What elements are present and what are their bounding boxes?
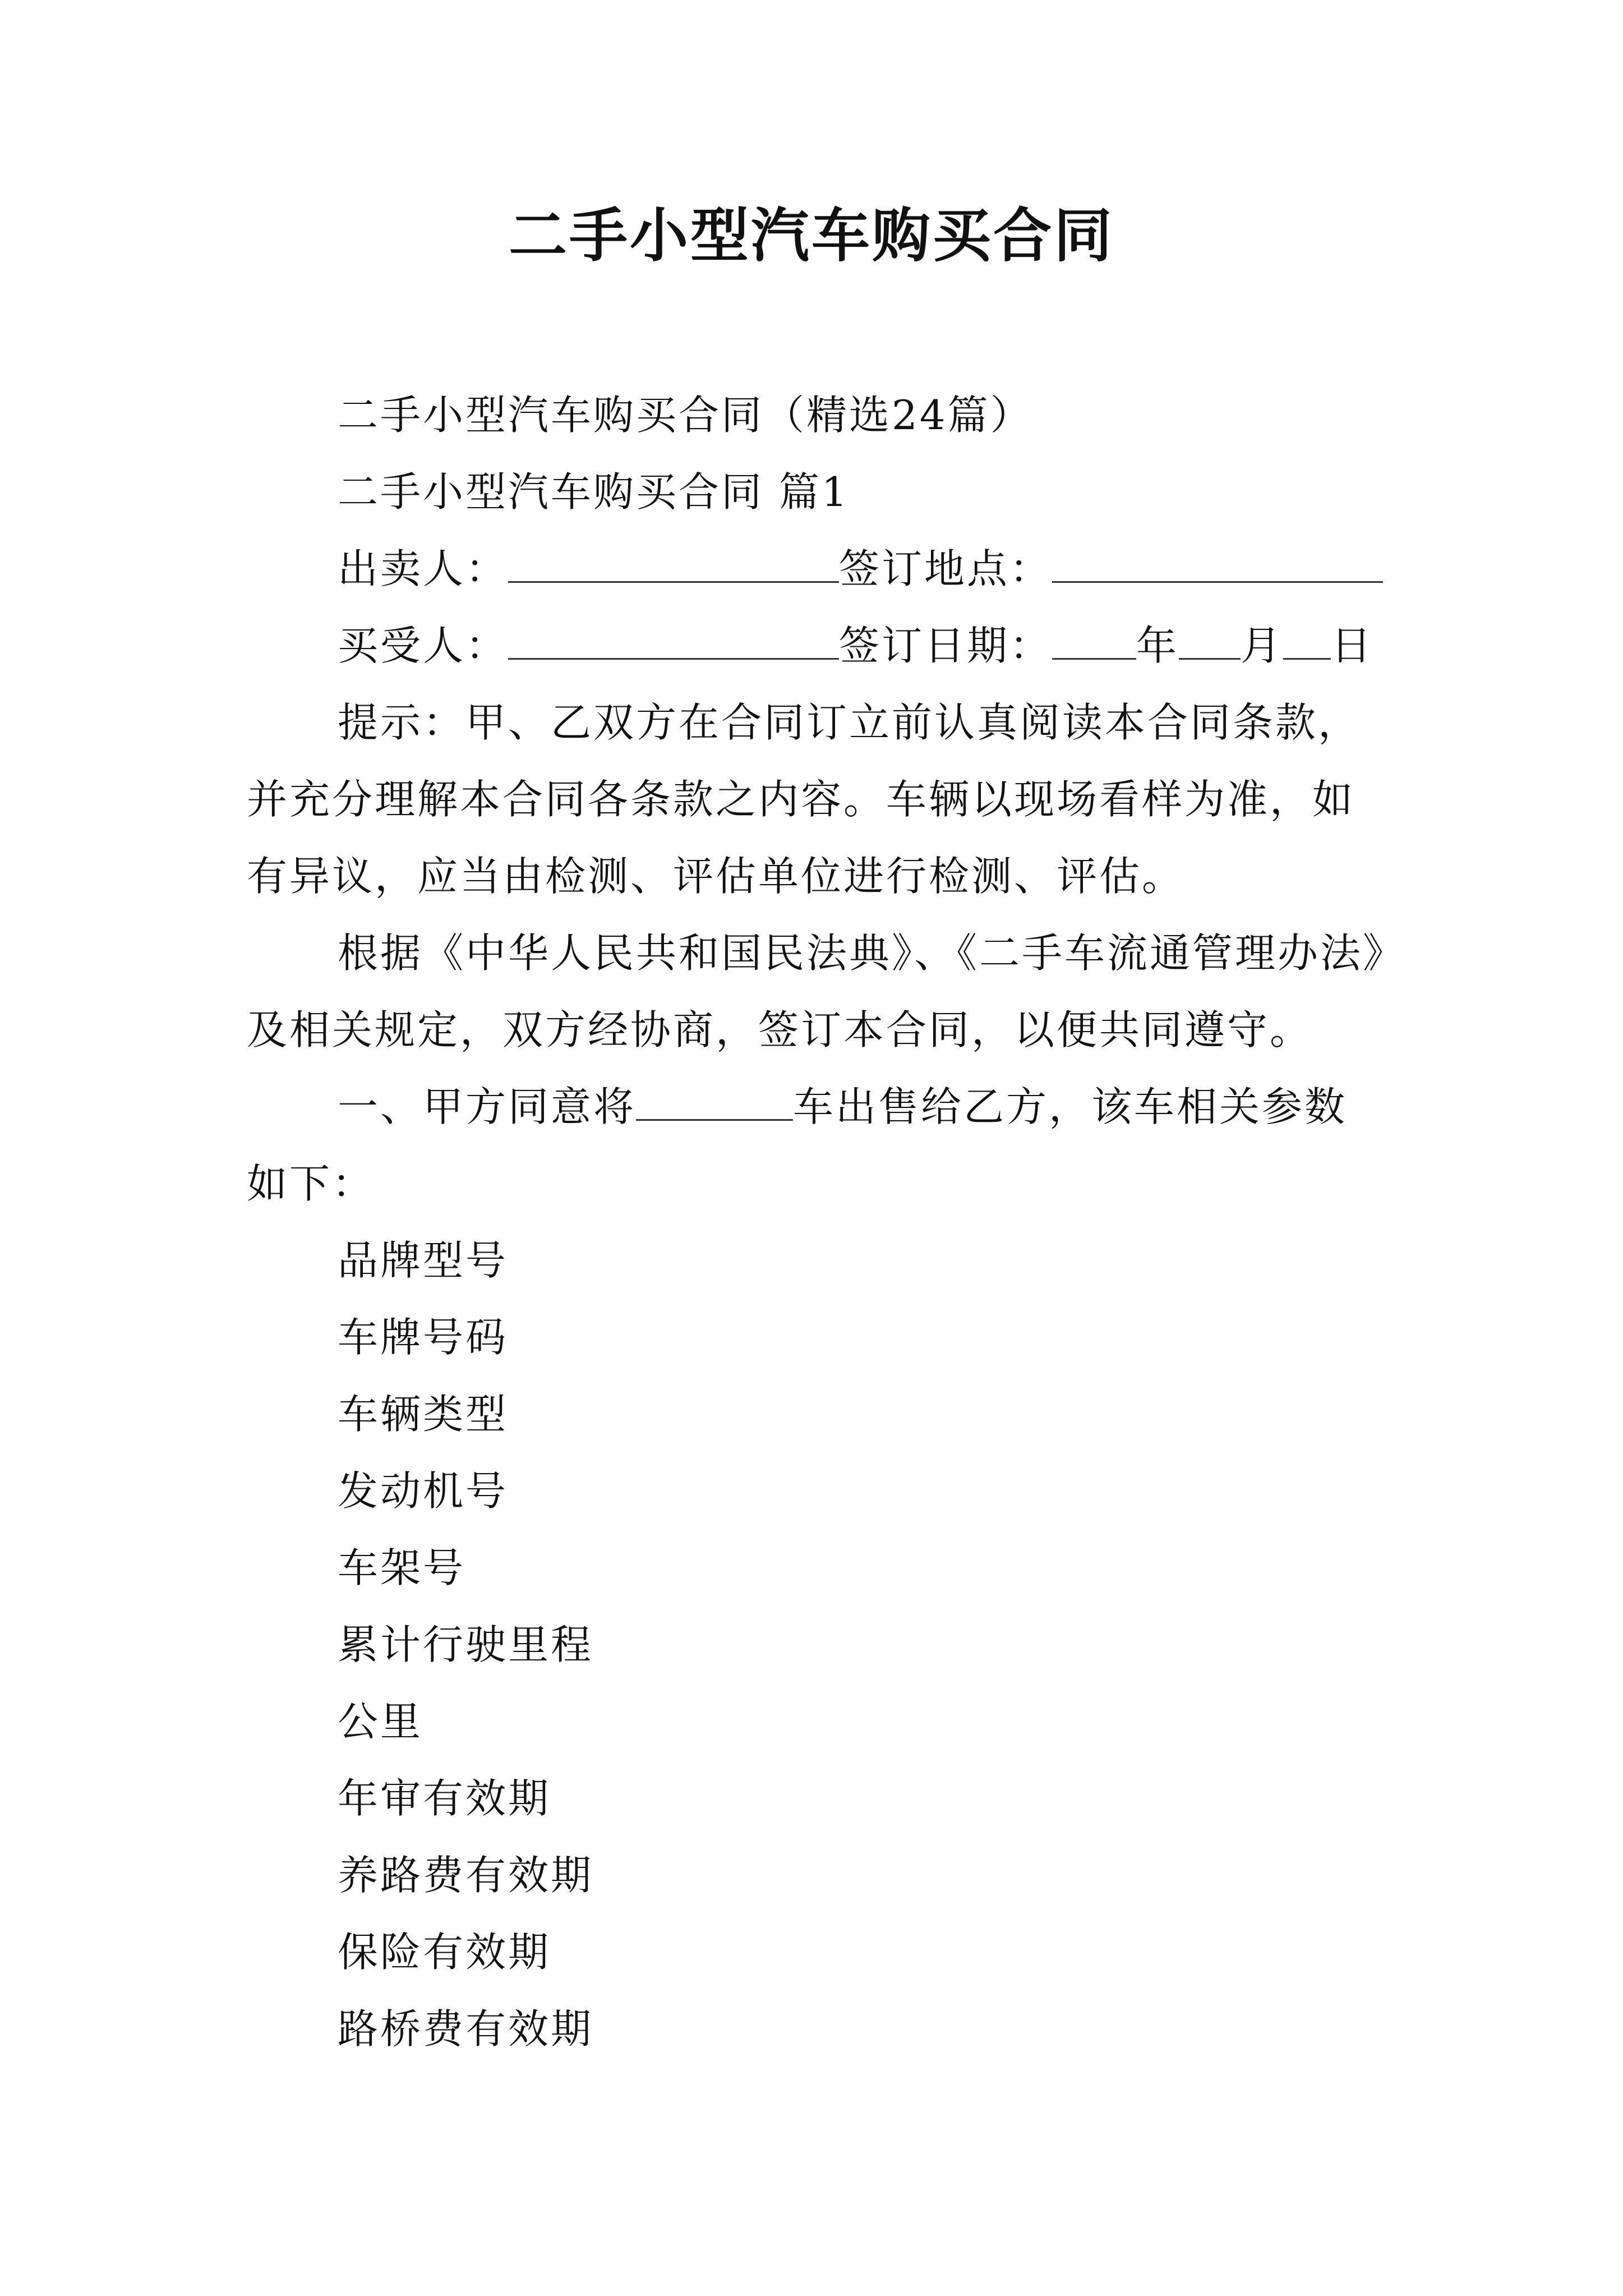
- buyer-row: [247, 608, 1391, 684]
- collection-heading: 二手小型汽车购买合同（精选24篇）: [338, 392, 1033, 439]
- buyer-label: 买受人：: [338, 622, 509, 669]
- year-label: 年: [1136, 622, 1179, 669]
- seller-row: [247, 531, 1391, 608]
- part-heading: 二手小型汽车购买合同 篇1: [338, 468, 850, 516]
- param-engine-number: 发动机号: [338, 1467, 509, 1515]
- notice-line-1: 提示：甲、乙双方在合同订立前认真阅读本合同条款，: [338, 699, 1361, 746]
- seller-label: 出卖人：: [338, 545, 509, 592]
- param-plate-number: 车牌号码: [338, 1314, 509, 1361]
- param-km-unit: 公里: [338, 1698, 423, 1745]
- param-toll-validity: 路桥费有效期: [338, 2005, 594, 2053]
- basis-line-2: 及相关规定，双方经协商，签订本合同，以便共同遵守。: [247, 1006, 1313, 1053]
- clause-1-suffix: 车出售给乙方，该车相关参数: [793, 1083, 1348, 1130]
- notice-line-2: 并充分理解本合同各条款之内容。车辆以现场看样为准，如: [247, 776, 1355, 823]
- clause-1-line-1: [247, 1069, 1391, 1145]
- month-blank: [1179, 623, 1241, 660]
- notice-line-3: 有异议，应当由检测、评估单位进行检测、评估。: [247, 853, 1185, 900]
- clause-1-prefix: 一、甲方同意将: [338, 1083, 637, 1130]
- day-blank: [1283, 623, 1331, 660]
- basis-line-1: 根据《中华人民共和国民法典》、《二手车流通管理办法》: [338, 930, 1406, 977]
- sign-place-label: 签订地点：: [839, 545, 1053, 592]
- year-blank: [1052, 623, 1136, 660]
- param-frame-number: 车架号: [338, 1544, 466, 1591]
- document-title: 二手小型汽车购买合同: [508, 201, 1114, 270]
- param-vehicle-type: 车辆类型: [338, 1391, 509, 1438]
- day-label: 日: [1331, 622, 1374, 669]
- sign-date-label: 签订日期：: [839, 622, 1053, 669]
- month-label: 月: [1241, 622, 1284, 669]
- vehicle-blank: [636, 1084, 793, 1121]
- buyer-blank: [508, 623, 839, 660]
- seller-blank: [508, 546, 839, 583]
- param-road-fee-validity: 养路费有效期: [338, 1852, 594, 1899]
- param-brand-model: 品牌型号: [338, 1237, 509, 1284]
- clause-1-line-2: 如下：: [247, 1160, 375, 1207]
- sign-place-blank: [1052, 546, 1383, 583]
- param-mileage: 累计行驶里程: [338, 1621, 594, 1668]
- document-body: [247, 377, 1406, 2068]
- param-inspection-validity: 年审有效期: [338, 1775, 551, 1822]
- param-insurance-validity: 保险有效期: [338, 1929, 551, 1976]
